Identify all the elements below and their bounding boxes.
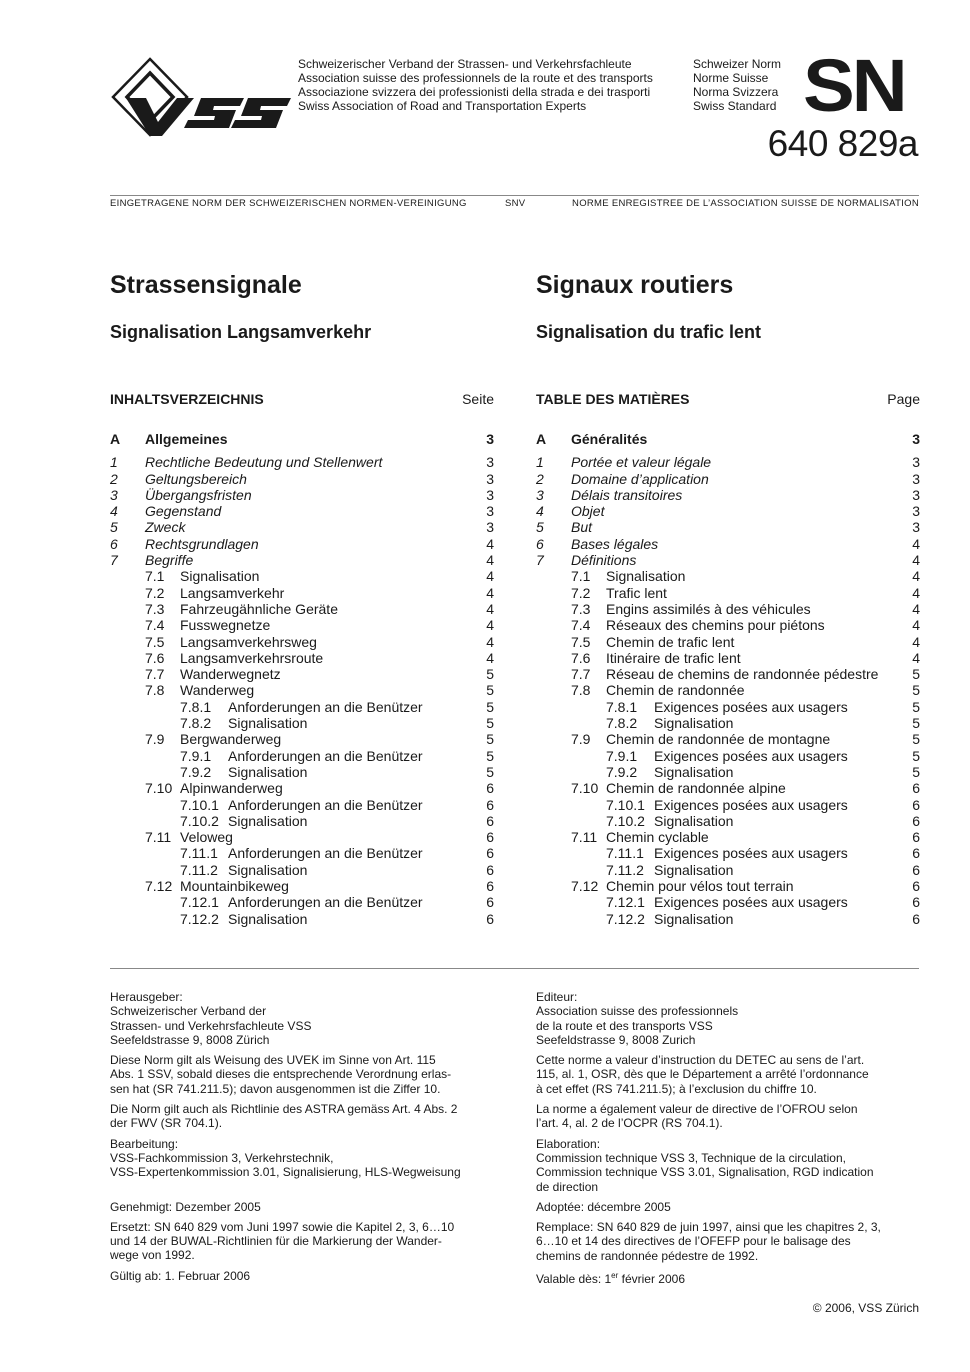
toc-entry-label: Langsamverkehrsroute (180, 649, 324, 666)
valid-from-fr (536, 1269, 920, 1286)
toc-entry[interactable] (110, 699, 494, 715)
norm-type-en: Swiss Standard (693, 99, 777, 113)
toc-header-fr (536, 390, 920, 408)
norm-type (693, 57, 781, 113)
toc-entry[interactable] (110, 503, 494, 519)
toc-entry-number: 7.8.1 (180, 698, 212, 715)
toc-entry-label: Exigences posées aux usagers (654, 698, 848, 715)
toc-entry-number: 7.7 (145, 666, 165, 683)
toc-entry[interactable] (110, 845, 494, 861)
toc-entry-label: Signalisation (654, 715, 734, 732)
toc-entry-number: 7.12.1 (606, 894, 645, 911)
title-de: Strassensignale (110, 271, 302, 299)
toc-entry[interactable] (536, 862, 920, 878)
toc-entry-label: Übergangsfristen (145, 486, 252, 503)
toc-entry-number: 4 (110, 503, 118, 520)
toc-entry-number: 7.4 (145, 617, 165, 634)
toc-entry-number: 7.9.1 (180, 747, 212, 764)
toc-entry[interactable] (536, 487, 920, 503)
toc-entry-label: Exigences posées aux usagers (654, 894, 848, 911)
toc-entry[interactable] (110, 568, 494, 584)
toc-entry-number: 2 (110, 470, 118, 487)
toc-entry-number: 7.11.2 (180, 861, 218, 878)
toc-entry-number: 7.12.2 (606, 910, 645, 927)
toc-entry-page: 6 (486, 780, 494, 797)
toc-entry-page: 4 (912, 584, 920, 601)
footer-de (110, 990, 494, 1289)
toc-entry-page: 4 (486, 617, 494, 634)
toc-entry-page: 6 (486, 845, 494, 862)
sn-logo: SN (803, 44, 905, 127)
toc-entry-label: Portée et valeur légale (571, 454, 712, 471)
toc-entry-page: 6 (486, 878, 494, 895)
toc-entry-label: Chemin de randonnée alpine (606, 780, 786, 797)
toc-entry-number: 7.8.2 (606, 715, 638, 732)
toc-entry-number: 7.1 (145, 568, 165, 585)
toc-entry-page: 4 (912, 568, 920, 585)
toc-entry-number: 7.12.1 (180, 894, 219, 911)
toc-de (110, 390, 494, 927)
toc-entry-label: Exigences posées aux usagers (654, 796, 848, 813)
toc-entry-number: 7.8 (145, 682, 165, 699)
toc-section-label: Généralités (571, 431, 648, 447)
toc-entry-number: 3 (110, 486, 118, 503)
toc-entry-number: 5 (536, 519, 544, 536)
toc-entry[interactable] (536, 911, 920, 927)
toc-entry-label: Alpinwanderweg (180, 780, 283, 797)
toc-entry-number: 5 (110, 519, 118, 536)
toc-entry-label: Geltungsbereich (145, 470, 247, 487)
toc-entry-page: 3 (912, 454, 920, 471)
registered-norm-fr: NORME ENREGISTREE DE L’ASSOCIATION SUISSE DE NORMALISATION (572, 198, 919, 209)
toc-entry-page: 3 (486, 503, 494, 520)
registered-norm-snv: SNV (505, 198, 526, 209)
toc-title-fr: TABLE DES MATIÈRES (536, 391, 690, 407)
toc-entry-page: 4 (912, 535, 920, 552)
toc-entry-number: 7.12 (145, 878, 173, 895)
toc-entry-page: 6 (912, 910, 920, 927)
association-name-de: Schweizerischer Verband der Strassen- und Verkehrsfachleute (298, 57, 632, 71)
toc-entry-label: Signalisation (228, 910, 308, 927)
toc-entry-page: 4 (486, 649, 494, 666)
toc-entry-page: 6 (912, 861, 920, 878)
toc-entry-label: Signalisation (654, 861, 734, 878)
directive-detec-fr: Cette norme a valeur d’instruction du DETEC au sens de l’art. 115, al. 1, OSR, dès que le Département a arrêté l’ordonnance à cet effet (RS 741.211.5); à l’exclusion du chiffre 10. (536, 1053, 869, 1096)
toc-entry-label: Anforderungen an die Benützer (228, 796, 423, 813)
norm-type-fr: Norme Suisse (693, 71, 769, 85)
norm-type-de: Schweizer Norm (693, 57, 782, 71)
toc-entry[interactable] (536, 634, 920, 650)
toc-entry-page: 5 (912, 731, 920, 748)
toc-entry[interactable] (110, 487, 494, 503)
toc-entry-page: 3 (486, 454, 494, 471)
toc-items-fr (536, 454, 920, 927)
toc-entry-number: 7.12.2 (180, 910, 219, 927)
toc-entry-label: Trafic lent (606, 584, 667, 601)
toc-entry[interactable] (110, 748, 494, 764)
toc-entry-number: 7.4 (571, 617, 591, 634)
toc-entry-page: 4 (912, 633, 920, 650)
toc-entry[interactable] (536, 878, 920, 894)
toc-entry-page: 5 (912, 698, 920, 715)
toc-section-fr[interactable] (536, 431, 920, 447)
toc-entry-number: 1 (110, 454, 118, 471)
toc-entry-page: 5 (912, 763, 920, 780)
toc-entry[interactable] (110, 878, 494, 894)
valid-from-de: Gültig ab: 1. Februar 2006 (110, 1268, 251, 1283)
toc-entry-label: Anforderungen an die Benützer (228, 747, 423, 764)
toc-entry-number: 7.2 (571, 584, 591, 601)
toc-entry-number: 7.6 (145, 649, 165, 666)
toc-entry-page: 4 (912, 617, 920, 634)
toc-entry-label: Anforderungen an die Benützer (228, 894, 423, 911)
toc-entry-page: 5 (486, 682, 494, 699)
toc-entry[interactable] (536, 601, 920, 617)
toc-entry-number: 7 (536, 552, 544, 569)
toc-entry-label: Signalisation (606, 568, 686, 585)
toc-entry-label: Chemin de trafic lent (606, 633, 735, 650)
toc-entry[interactable] (536, 780, 920, 796)
toc-entry-page: 5 (912, 747, 920, 764)
registered-norm-de: EINGETRAGENE NORM DER SCHWEIZERISCHEN NORMEN-VEREINIGUNG (110, 198, 467, 209)
approved-de: Genehmigt: Dezember 2005 (110, 1199, 261, 1214)
toc-entry[interactable] (536, 585, 920, 601)
toc-entry-page: 4 (912, 649, 920, 666)
toc-entry[interactable] (536, 503, 920, 519)
toc-entry-page: 4 (486, 600, 494, 617)
toc-entry-number: 7.6 (571, 649, 591, 666)
toc-entry[interactable] (110, 536, 494, 552)
toc-entry[interactable] (110, 552, 494, 568)
toc-entry-number: 7.10 (571, 780, 599, 797)
toc-entry[interactable] (536, 829, 920, 845)
toc-entry-page: 4 (486, 633, 494, 650)
toc-entry-label: Itinéraire de trafic lent (606, 649, 741, 666)
toc-entry-label: Exigences posées aux usagers (654, 845, 848, 862)
toc-entry-page: 4 (912, 552, 920, 569)
toc-entry-number: 7.11.2 (606, 861, 644, 878)
toc-entry[interactable] (110, 813, 494, 829)
toc-entry[interactable] (110, 634, 494, 650)
toc-entry-number: 7.8.1 (606, 698, 638, 715)
toc-entry-number: 2 (536, 470, 544, 487)
toc-entry-number: 7.10.1 (606, 796, 645, 813)
toc-entry-number: 7.10.2 (606, 812, 645, 829)
toc-entry[interactable] (536, 568, 920, 584)
toc-entry-label: Délais transitoires (571, 486, 683, 503)
toc-entry[interactable] (110, 862, 494, 878)
toc-entry-page: 6 (486, 829, 494, 846)
toc-entry-page: 3 (486, 519, 494, 536)
toc-entry[interactable] (110, 650, 494, 666)
toc-entry-label: Objet (571, 503, 605, 520)
valid-from-fr-sup: er (611, 1271, 619, 1281)
toc-entry-page: 5 (486, 731, 494, 748)
toc-page-label-fr: Page (887, 391, 920, 407)
toc-entry-label: Signalisation (228, 715, 308, 732)
editing-de: Bearbeitung: VSS-Fachkommission 3, Verkehrstechnik, VSS-Expertenkommission 3.01, Signalisierung, HLS-Wegweisung (110, 1136, 461, 1180)
toc-fr (536, 390, 920, 927)
toc-entry-number: 7.12 (571, 878, 599, 895)
toc-entry-number: 7.10.2 (180, 812, 219, 829)
toc-entry-label: Gegenstand (145, 503, 222, 520)
association-name-it: Associazione svizzera dei professionisti della strada e dei trasporti (298, 85, 651, 99)
toc-entry[interactable] (110, 617, 494, 633)
toc-entry[interactable] (536, 666, 920, 682)
valid-from-fr-prefix: Valable dès: 1 (536, 1272, 612, 1287)
toc-entry-label: Signalisation (228, 861, 308, 878)
publisher-fr: Editeur: Association suisse des professionnels de la route et des transports VSS Seefeldstrasse 9, 8008 Zurich (536, 990, 739, 1047)
toc-entry-label: Chemin cyclable (606, 829, 709, 846)
replaces-fr: Remplace: SN 640 829 de juin 1997, ainsi que les chapitres 2, 3, 6…10 et 14 des directives de l’OFEFP pour le balisage des chemins de randonnée pédestre de 1992. (536, 1220, 881, 1263)
toc-entry[interactable] (110, 731, 494, 747)
toc-entry[interactable] (536, 536, 920, 552)
toc-entry-label: Signalisation (228, 812, 308, 829)
toc-entry[interactable] (536, 748, 920, 764)
replaces-de: Ersetzt: SN 640 829 vom Juni 1997 sowie die Kapitel 2, 3, 6…10 und 14 der BUWAL-Richtlinien für die Markierung der Wander- wege von 1992. (110, 1219, 455, 1263)
toc-entry-label: Signalisation (180, 568, 260, 585)
toc-header-de (110, 390, 494, 408)
toc-entry-number: 7.5 (145, 633, 165, 650)
toc-entry-label: Réseaux des chemins pour piétons (606, 617, 825, 634)
toc-entry-page: 6 (486, 910, 494, 927)
toc-entry-page: 6 (486, 812, 494, 829)
toc-entry[interactable] (110, 682, 494, 698)
toc-entry-label: Mountainbikeweg (180, 878, 289, 895)
toc-entry-label: Exigences posées aux usagers (654, 747, 848, 764)
valid-from-fr-suffix: février 2006 (618, 1272, 685, 1287)
toc-entry-page: 5 (912, 682, 920, 699)
header-divider (110, 195, 919, 196)
directive-astra-de: Die Norm gilt auch als Richtlinie des ASTRA gemäss Art. 4 Abs. 2 der FWV (SR 704.1). (110, 1102, 458, 1131)
toc-entry-page: 5 (912, 666, 920, 683)
editing-fr: Elaboration: Commission technique VSS 3, Technique de la circulation, Commission technique VSS 3.01, Signalisation, RGD indication de direction (536, 1136, 874, 1194)
toc-entry-label: Bases légales (571, 535, 659, 552)
toc-entry[interactable] (110, 894, 494, 910)
toc-entry-page: 5 (486, 747, 494, 764)
toc-entry[interactable] (536, 650, 920, 666)
toc-entry-page: 5 (486, 763, 494, 780)
toc-entry-label: Langsamverkehr (180, 584, 285, 601)
toc-entry-label: Réseau de chemins de randonnée pédestre (606, 666, 879, 683)
toc-entry-label: Signalisation (654, 812, 734, 829)
toc-entry-number: 7.10 (145, 780, 173, 797)
toc-entry-label: Chemin de randonnée (606, 682, 745, 699)
toc-entry-page: 4 (486, 552, 494, 569)
toc-entry-number: 4 (536, 503, 544, 520)
toc-entry-page: 6 (486, 894, 494, 911)
toc-entry-page: 5 (486, 698, 494, 715)
toc-entry-number: 7.11.1 (606, 845, 644, 862)
toc-items-de (110, 454, 494, 927)
toc-entry-number: 7.3 (145, 600, 165, 617)
toc-entry-page: 6 (912, 845, 920, 862)
toc-section-number: A (536, 431, 547, 447)
toc-entry[interactable] (536, 715, 920, 731)
toc-entry-number: 7.11 (571, 829, 598, 846)
toc-entry-page: 5 (486, 715, 494, 732)
toc-entry-number: 7.9.2 (180, 763, 212, 780)
toc-entry-label: But (571, 519, 593, 536)
toc-entry-label: Zweck (145, 519, 186, 536)
toc-entry-label: Chemin de randonnée de montagne (606, 731, 831, 748)
toc-entry[interactable] (536, 845, 920, 861)
toc-entry-number: 7.5 (571, 633, 591, 650)
toc-entry-page: 3 (912, 470, 920, 487)
toc-entry-label: Bergwanderweg (180, 731, 282, 748)
toc-entry-number: 7.8.2 (180, 715, 212, 732)
vss-logo (110, 56, 292, 140)
directive-uvek-de: Diese Norm gilt als Weisung des UVEK im Sinne von Art. 115 Abs. 1 SSV, sobald dieses die entsprechende Verordnung erlas- sen hat (SR 741.211.5); davon ausgenommen ist die Ziffer 10. (110, 1053, 452, 1096)
toc-entry[interactable] (536, 797, 920, 813)
toc-entry-label: Langsamverkehrsweg (180, 633, 317, 650)
toc-entry-page: 6 (486, 861, 494, 878)
toc-entry-number: 7.2 (145, 584, 165, 601)
toc-entry[interactable] (110, 471, 494, 487)
toc-entry[interactable] (110, 764, 494, 780)
toc-section-page: 3 (912, 431, 920, 447)
toc-entry[interactable] (536, 617, 920, 633)
toc-entry[interactable] (536, 471, 920, 487)
toc-entry-label: Définitions (571, 552, 637, 569)
toc-entry-label: Chemin pour vélos tout terrain (606, 878, 794, 895)
toc-entry-label: Signalisation (654, 763, 734, 780)
toc-entry[interactable] (536, 813, 920, 829)
toc-entry-number: 7.9.2 (606, 763, 638, 780)
norm-type-it: Norma Svizzera (693, 85, 779, 99)
toc-entry-label: Domaine d’application (571, 470, 709, 487)
toc-entry-page: 3 (486, 470, 494, 487)
toc-entry-page: 3 (486, 486, 494, 503)
toc-title-de: INHALTSVERZEICHNIS (110, 391, 264, 407)
toc-entry-page: 4 (486, 584, 494, 601)
toc-entry-label: Engins assimilés à des véhicules (606, 600, 811, 617)
footer-divider (110, 968, 919, 969)
toc-section-number: A (110, 431, 121, 447)
toc-entry-page: 3 (912, 486, 920, 503)
toc-entry-page: 6 (912, 894, 920, 911)
toc-entry[interactable] (110, 715, 494, 731)
toc-entry[interactable] (110, 454, 494, 470)
toc-entry-number: 1 (536, 454, 544, 471)
toc-entry[interactable] (536, 519, 920, 535)
toc-entry[interactable] (536, 552, 920, 568)
toc-entry-page: 4 (486, 535, 494, 552)
toc-entry[interactable] (536, 764, 920, 780)
toc-entry-number: 7 (110, 552, 118, 569)
toc-entry-label: Anforderungen an die Benützer (228, 845, 423, 862)
toc-entry[interactable] (110, 797, 494, 813)
toc-entry[interactable] (536, 699, 920, 715)
toc-section-de[interactable] (110, 431, 494, 447)
toc-entry-page: 3 (912, 519, 920, 536)
toc-entry-label: Signalisation (228, 763, 308, 780)
approved-fr: Adoptée: décembre 2005 (536, 1199, 671, 1214)
toc-entry[interactable] (536, 894, 920, 910)
toc-entry-label: Wanderwegnetz (180, 666, 281, 683)
copyright: © 2006, VSS Zürich (812, 1301, 919, 1315)
toc-entry-number: 7.8 (571, 682, 591, 699)
toc-entry-number: 3 (536, 486, 544, 503)
title-fr: Signaux routiers (536, 271, 734, 299)
association-names (298, 57, 653, 113)
toc-entry[interactable] (536, 731, 920, 747)
toc-entry-number: 7.1 (571, 568, 591, 585)
toc-entry-label: Anforderungen an die Benützer (228, 698, 423, 715)
toc-entry-label: Signalisation (654, 910, 734, 927)
publisher-de: Herausgeber: Schweizerischer Verband der Strassen- und Verkehrsfachleute VSS Seefeldstrasse 9, 8008 Zürich (110, 990, 312, 1047)
toc-entry-page: 6 (912, 780, 920, 797)
toc-entry-page: 3 (912, 503, 920, 520)
toc-entry[interactable] (110, 666, 494, 682)
toc-entry-number: 7.11 (145, 829, 172, 846)
toc-entry-label: Rechtliche Bedeutung und Stellenwert (145, 454, 383, 471)
toc-entry-page: 4 (912, 600, 920, 617)
toc-entry-page: 6 (912, 796, 920, 813)
toc-entry-number: 7.3 (571, 600, 591, 617)
toc-entry-number: 6 (110, 535, 118, 552)
toc-entry-label: Veloweg (180, 829, 233, 846)
toc-entry[interactable] (536, 682, 920, 698)
toc-entry-page: 6 (912, 878, 920, 895)
toc-entry-number: 7.10.1 (180, 796, 219, 813)
toc-entry-label: Wanderweg (180, 682, 255, 699)
association-name-en: Swiss Association of Road and Transportation Experts (298, 99, 587, 113)
toc-entry-page: 5 (912, 715, 920, 732)
toc-entry-label: Begriffe (145, 552, 194, 569)
toc-page-label-de: Seite (462, 391, 494, 407)
toc-entry-page: 4 (486, 568, 494, 585)
toc-entry-number: 7.9 (145, 731, 165, 748)
toc-entry-label: Fusswegnetze (180, 617, 271, 634)
toc-entry-number: 6 (536, 535, 544, 552)
toc-entry[interactable] (110, 519, 494, 535)
toc-entry-page: 6 (912, 812, 920, 829)
toc-entry[interactable] (110, 585, 494, 601)
toc-entry-page: 6 (486, 796, 494, 813)
toc-entry[interactable] (110, 780, 494, 796)
toc-entry-label: Fahrzeugähnliche Geräte (180, 600, 338, 617)
toc-entry-page: 6 (912, 829, 920, 846)
toc-entry-number: 7.7 (571, 666, 591, 683)
toc-section-label: Allgemeines (145, 431, 228, 447)
toc-entry[interactable] (110, 829, 494, 845)
association-name-fr: Association suisse des professionnels de la route et des transports (298, 71, 653, 85)
toc-entry-number: 7.9 (571, 731, 591, 748)
toc-entry-number: 7.9.1 (606, 747, 638, 764)
footer-fr (536, 990, 920, 1292)
toc-section-page: 3 (486, 431, 494, 447)
directive-ofrou-fr: La norme a également valeur de directive de l’OFROU selon l’art. 4, al. 2 de l’OCPR (RS 704.1). (536, 1102, 858, 1131)
subtitle-fr: Signalisation du trafic lent (536, 322, 762, 342)
toc-entry[interactable] (110, 911, 494, 927)
toc-entry[interactable] (536, 454, 920, 470)
toc-entry-label: Rechtsgrundlagen (145, 535, 259, 552)
subtitle-de: Signalisation Langsamverkehr (110, 322, 372, 342)
toc-entry-page: 5 (486, 666, 494, 683)
document-number: 640 829a (767, 123, 918, 164)
toc-entry-number: 7.11.1 (180, 845, 218, 862)
toc-entry[interactable] (110, 601, 494, 617)
